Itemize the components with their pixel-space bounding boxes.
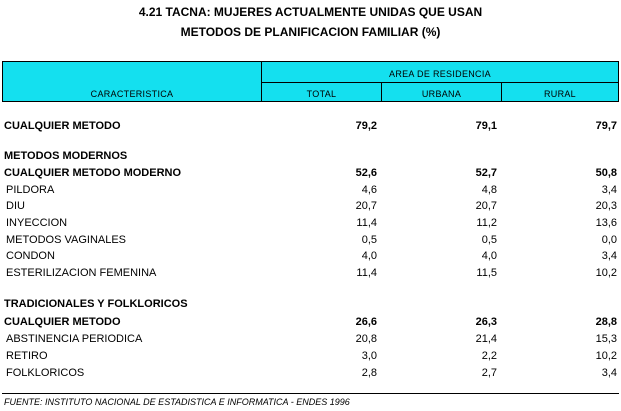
value-total: 4,6 [361, 184, 377, 196]
header-urbana: URBANA [421, 89, 462, 99]
row-label: INYECCION [6, 217, 68, 229]
value-urbana: 0,5 [481, 234, 497, 246]
value-urbana: 2,7 [481, 367, 497, 379]
value-urbana: 11,2 [476, 217, 497, 229]
row-label: CUALQUIER METODO [4, 316, 121, 328]
header-characteristic: CARACTERISTICA [90, 89, 174, 99]
row-label: ABSTINENCIA PERIODICA [6, 333, 143, 345]
value-rural: 15,3 [595, 333, 617, 345]
table-subtitle: METODOS DE PLANIFICACION FAMILIAR (%) [180, 25, 441, 39]
value-total: 52,6 [355, 167, 377, 179]
table-row [0, 216, 621, 231]
value-total: 26,6 [355, 316, 377, 328]
table-row [0, 166, 621, 181]
value-rural: 13,6 [595, 217, 617, 229]
row-label: CUALQUIER METODO MODERNO [4, 167, 182, 179]
value-urbana: 11,5 [476, 267, 497, 279]
table-title: 4.21 TACNA: MUJERES ACTUALMENTE UNIDAS QUE USAN [138, 5, 483, 19]
header-divider [261, 82, 618, 83]
header-total: TOTAL [306, 89, 337, 99]
value-urbana: 79,1 [475, 120, 497, 132]
value-total: 11,4 [356, 267, 377, 279]
value-urbana: 26,3 [475, 316, 497, 328]
value-urbana: 52,7 [475, 167, 497, 179]
value-total: 20,7 [355, 200, 377, 212]
section-heading [0, 149, 621, 164]
row-label: CUALQUIER METODO [4, 120, 121, 132]
value-rural: 10,2 [595, 350, 617, 362]
value-rural: 20,3 [595, 200, 617, 212]
value-rural: 3,4 [601, 184, 617, 196]
table-row [0, 266, 621, 281]
value-rural: 3,4 [601, 250, 617, 262]
table-header [2, 61, 619, 102]
value-total: 11,4 [356, 217, 377, 229]
row-label: TRADICIONALES Y FOLKLORICOS [4, 298, 188, 310]
row-label: PILDORA [6, 184, 55, 196]
value-urbana: 4,8 [481, 184, 497, 196]
value-urbana: 4,0 [481, 250, 497, 262]
table-row [0, 315, 621, 330]
table-row [0, 366, 621, 381]
row-label: ESTERILIZACION FEMENINA [6, 267, 157, 279]
table-row [0, 199, 621, 214]
row-label: METODOS MODERNOS [4, 150, 128, 162]
value-total: 4,0 [361, 250, 377, 262]
value-total: 2,8 [361, 367, 377, 379]
value-rural: 28,8 [595, 316, 617, 328]
row-label: RETIRO [6, 350, 48, 362]
table-row [0, 119, 621, 134]
row-label: FOLKLORICOS [6, 367, 85, 379]
row-label: METODOS VAGINALES [6, 234, 127, 246]
footer-divider [2, 393, 619, 394]
value-total: 20,8 [355, 333, 377, 345]
value-rural: 10,2 [595, 267, 617, 279]
value-urbana: 21,4 [475, 333, 497, 345]
table-row [0, 332, 621, 347]
value-urbana: 2,2 [481, 350, 497, 362]
value-rural: 50,8 [595, 167, 617, 179]
table-row [0, 349, 621, 364]
header-rural: RURAL [543, 89, 576, 99]
value-urbana: 20,7 [475, 200, 497, 212]
value-rural: 79,7 [595, 120, 617, 132]
value-total: 0,5 [361, 234, 377, 246]
header-area-group: AREA DE RESIDENCIA [389, 69, 491, 79]
source-note: FUENTE: INSTITUTO NACIONAL DE ESTADISTICA E INFORMATICA - ENDES 1996 [4, 397, 350, 407]
value-total: 79,2 [355, 120, 377, 132]
value-rural: 3,4 [601, 367, 617, 379]
section-heading [0, 297, 621, 312]
value-total: 3,0 [361, 350, 377, 362]
row-label: CONDON [6, 250, 55, 262]
table-row [0, 183, 621, 198]
value-rural: 0,0 [601, 234, 617, 246]
table-row [0, 233, 621, 248]
table-row [0, 249, 621, 264]
row-label: DIU [6, 200, 25, 212]
